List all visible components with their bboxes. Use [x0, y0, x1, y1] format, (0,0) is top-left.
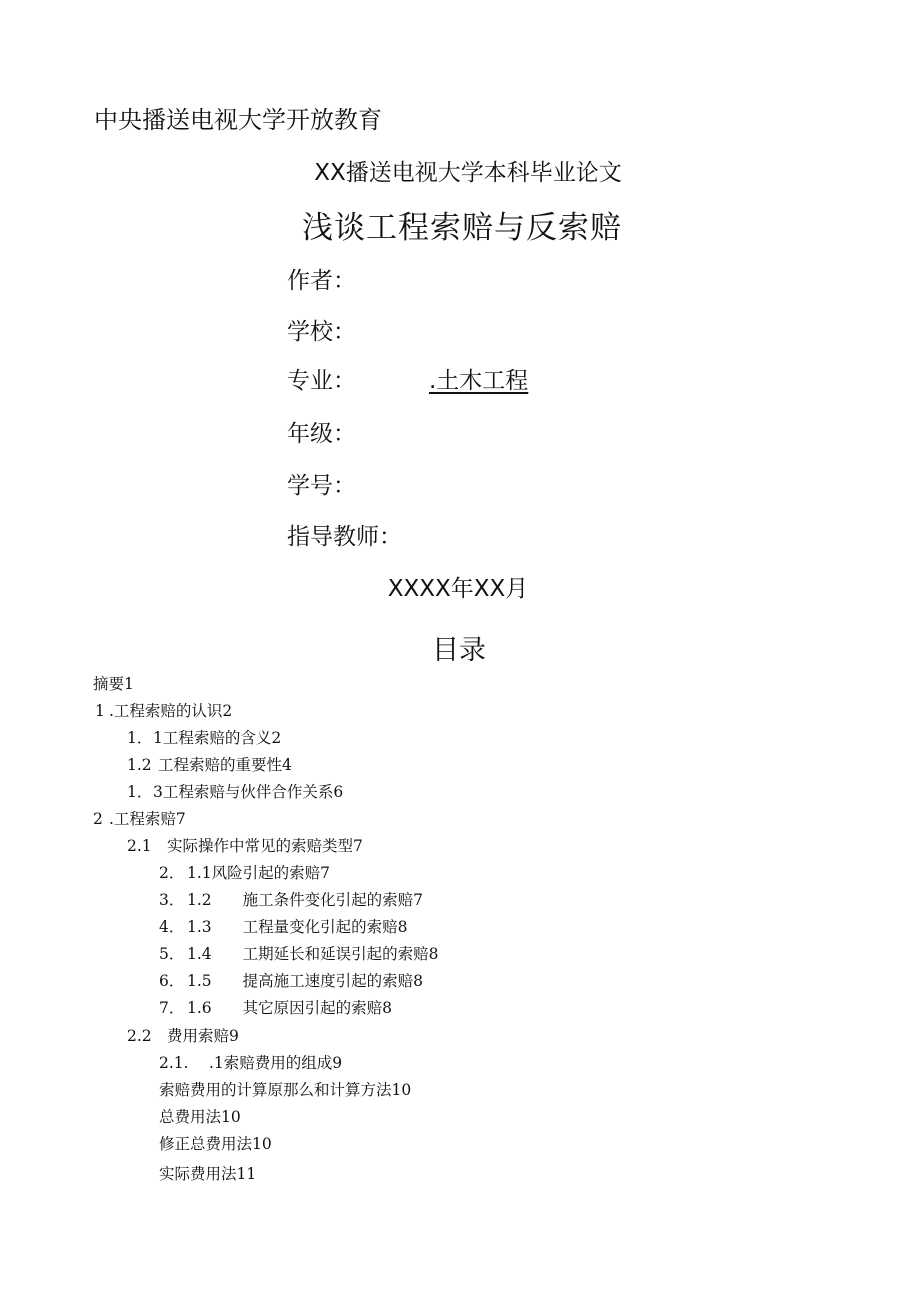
toc-entry-number: 1．	[127, 729, 153, 747]
toc-entry-text: .1索赔费用的组成9	[209, 1054, 343, 1072]
toc-entry	[127, 755, 292, 775]
toc-entry-text: 摘要1	[93, 675, 134, 693]
toc-entry	[159, 1107, 241, 1127]
toc-entry	[93, 674, 134, 694]
author-field	[287, 262, 356, 295]
toc-entry	[159, 1080, 411, 1100]
toc-entry-number: 1.2	[127, 756, 152, 774]
toc-entry-text: 修正总费用法10	[159, 1135, 272, 1153]
toc-entry-text: 实际费用法11	[159, 1165, 257, 1183]
toc-entry-text: 总费用法10	[159, 1108, 241, 1126]
toc-entry	[159, 1134, 272, 1154]
toc-entry-text: 索赔费用的计算原那么和计算方法10	[159, 1081, 412, 1099]
toc-entry-text: 3工程索赔与伙伴合作关系6	[153, 783, 344, 801]
toc-entry-number: 6．	[159, 972, 185, 990]
toc-entry-text: 1工程索赔的含义2	[153, 729, 282, 747]
toc-entry-number: 5．	[159, 945, 185, 963]
toc-entry-number: 4．	[159, 918, 185, 936]
toc-entry	[159, 998, 392, 1018]
student-id-label: 学号：	[287, 473, 356, 499]
advisor-field	[287, 518, 402, 551]
toc-entry-text: .工程索赔7	[109, 810, 186, 828]
toc-entry-text: 1.5 提高施工速度引起的索赔8	[187, 972, 424, 990]
university-name: 中央播送电视大学开放教育	[94, 106, 382, 134]
toc-entry-text: 费用索赔9	[167, 1027, 239, 1045]
toc-entry-text: 1.4 工期延长和延误引起的索赔8	[187, 945, 439, 963]
toc-entry	[127, 782, 343, 802]
major-label: 专业：	[287, 368, 356, 394]
toc-entry	[159, 971, 423, 991]
toc-entry-text: 实际操作中常见的索赔类型7	[167, 837, 363, 855]
toc-entry-number: 2.1	[127, 837, 152, 855]
thesis-title: 浅谈工程索赔与反索赔	[302, 210, 622, 246]
major-field	[287, 362, 529, 395]
toc-entry	[159, 1164, 256, 1184]
toc-entry	[127, 728, 281, 748]
toc-entry	[159, 863, 330, 883]
toc-entry-number: 2．	[159, 864, 185, 882]
toc-entry	[127, 836, 363, 856]
toc-entry-text: 1.2 施工条件变化引起的索赔7	[187, 891, 424, 909]
toc-entry-number: 2	[93, 810, 103, 828]
school-label: 学校：	[287, 319, 356, 345]
toc-entry	[159, 1053, 342, 1073]
toc-entry-number: 2.2	[127, 1027, 152, 1045]
school-field	[287, 313, 356, 346]
student-id-field	[287, 467, 356, 500]
toc-entry-text: .工程索赔的认识2	[109, 702, 233, 720]
toc-entry-number: 2.1.	[159, 1054, 189, 1072]
thesis-type: XX播送电视大学本科毕业论文	[314, 160, 622, 186]
toc-entry-number: 3．	[159, 891, 185, 909]
author-label: 作者：	[287, 268, 356, 294]
toc-entry	[159, 944, 439, 964]
date: XXXX年XX月	[387, 576, 529, 602]
toc-entry-text: 1.6 其它原因引起的索赔8	[187, 999, 393, 1017]
toc-entry-text: 工程索赔的重要性4	[158, 756, 292, 774]
toc-entry-text: 1.1风险引起的索赔7	[187, 864, 331, 882]
toc-entry-number: 7．	[159, 999, 185, 1017]
toc-entry-number: 1．	[127, 783, 153, 801]
toc-entry	[95, 701, 232, 721]
advisor-label: 指导教师：	[287, 524, 402, 550]
major-value: .土木工程	[429, 368, 529, 394]
toc-entry	[93, 809, 186, 829]
toc-entry-text: 1.3 工程量变化引起的索赔8	[187, 918, 408, 936]
toc-entry-number: 1	[95, 702, 105, 720]
toc-entry	[159, 890, 423, 910]
toc-title: 目录	[432, 635, 486, 666]
grade-label: 年级：	[287, 421, 356, 447]
toc-entry	[159, 917, 408, 937]
toc-entry	[127, 1026, 239, 1046]
grade-field	[287, 415, 356, 448]
